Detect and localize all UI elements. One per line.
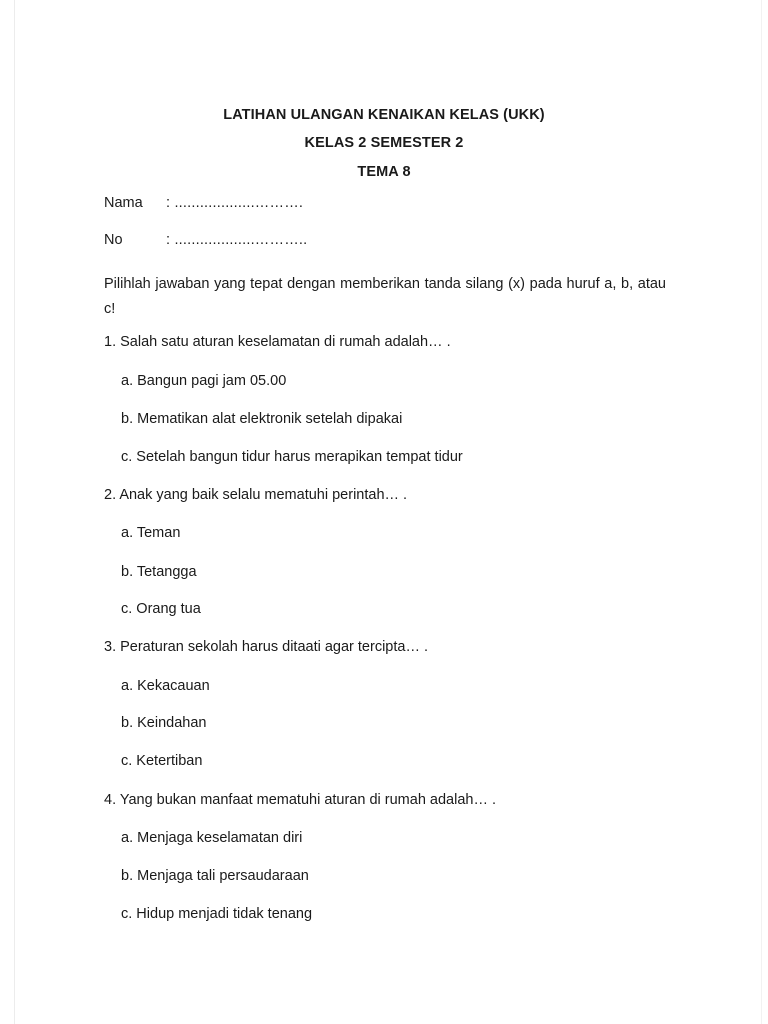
question-2: 2. Anak yang baik selalu mematuhi perintah… . xyxy=(104,487,408,503)
question-1-option-c: c. Setelah bangun tidur harus merapikan tempat tidur xyxy=(121,449,463,465)
name-blank: : ...................………. xyxy=(166,195,304,211)
question-3-option-b: b. Keindahan xyxy=(121,715,207,731)
question-2-option-a: a. Teman xyxy=(121,525,181,541)
instruction-text: Pilihlah jawaban yang tepat dengan memberikan tanda silang (x) pada huruf a, b, atau c! xyxy=(104,276,666,317)
question-3: 3. Peraturan sekolah harus ditaati agar tercipta… . xyxy=(104,639,429,655)
question-4-option-a: a. Menjaga keselamatan diri xyxy=(121,830,303,846)
question-1-option-a: a. Bangun pagi jam 05.00 xyxy=(121,373,287,389)
question-3-option-c: c. Ketertiban xyxy=(121,753,203,769)
number-blank: : ...................……….. xyxy=(166,232,308,248)
name-field xyxy=(104,195,303,211)
question-1-option-b: b. Mematikan alat elektronik setelah dipakai xyxy=(121,411,403,427)
question-2-option-c: c. Orang tua xyxy=(121,601,201,617)
name-label: Nama xyxy=(104,195,143,211)
question-3-option-a: a. Kekacauan xyxy=(121,678,210,694)
worksheet-title: LATIHAN ULANGAN KENAIKAN KELAS (UKK) xyxy=(223,107,545,123)
number-field xyxy=(104,232,307,248)
theme-heading: TEMA 8 xyxy=(357,164,411,180)
question-4-option-c: c. Hidup menjadi tidak tenang xyxy=(121,906,313,922)
number-label: No xyxy=(104,232,123,248)
class-semester-heading: KELAS 2 SEMESTER 2 xyxy=(304,135,464,151)
question-4-option-b: b. Menjaga tali persaudaraan xyxy=(121,868,309,884)
question-2-option-b: b. Tetangga xyxy=(121,564,197,580)
question-1: 1. Salah satu aturan keselamatan di rumah adalah… . xyxy=(104,334,451,350)
question-4: 4. Yang bukan manfaat mematuhi aturan di rumah adalah… . xyxy=(104,792,497,808)
